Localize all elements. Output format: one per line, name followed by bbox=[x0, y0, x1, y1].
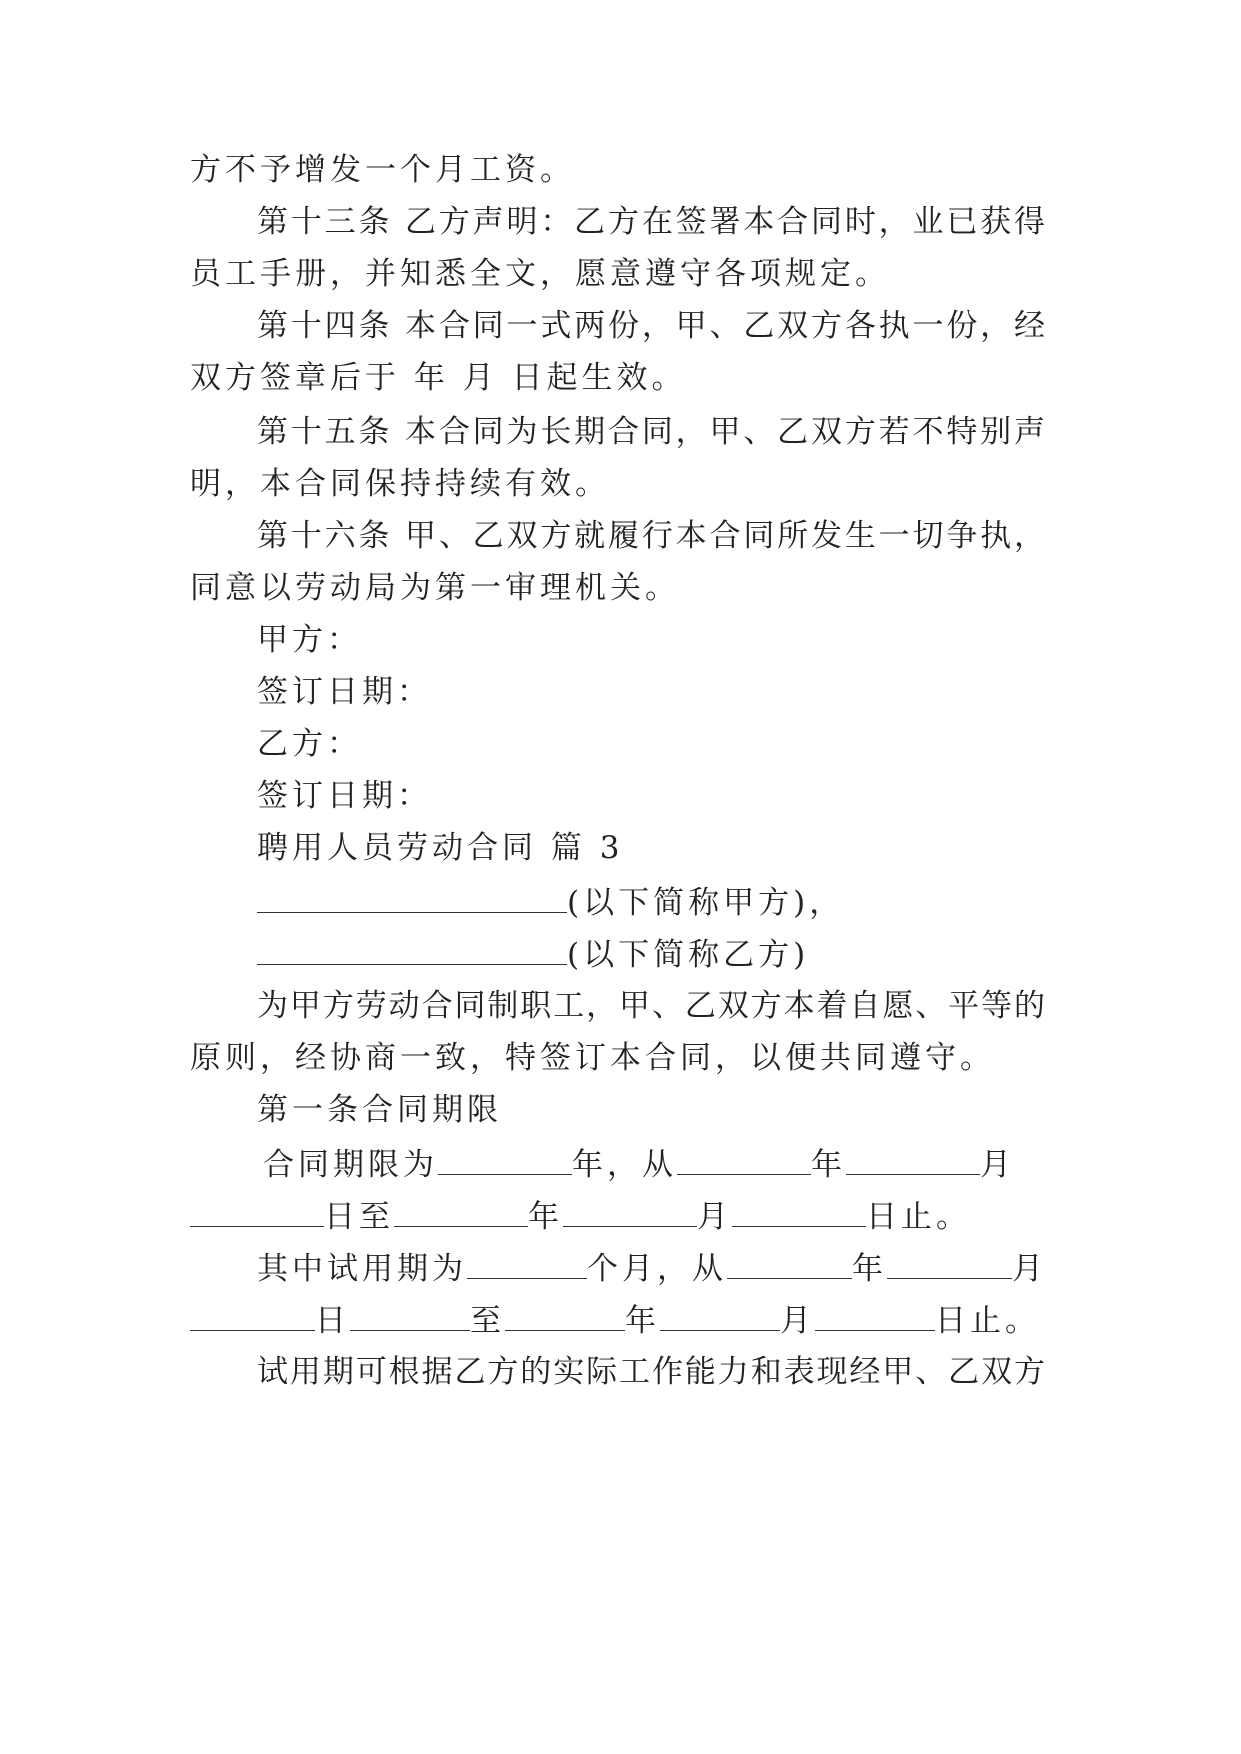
probation-line-1 bbox=[257, 1248, 1047, 1289]
clause-15-line-1: 第十五条 本合同为长期合同，甲、乙双方若不特别声 bbox=[257, 414, 1045, 450]
start-day-blank bbox=[190, 1196, 324, 1227]
term-years-blank bbox=[438, 1144, 572, 1175]
party-a-note: (以下简称甲方)， bbox=[567, 885, 845, 921]
paragraph-line: 方不予增发一个月工资。 bbox=[190, 152, 575, 188]
party-b-intro-line bbox=[257, 934, 809, 975]
probation-label: 其中试用期为 bbox=[257, 1251, 467, 1287]
preamble-line-2: 原则，经协商一致，特签订本合同，以便共同遵守。 bbox=[190, 1040, 995, 1076]
party-b-note: (以下简称乙方) bbox=[567, 937, 810, 973]
month-label: 月 bbox=[980, 1147, 1015, 1183]
to-label: 至 bbox=[470, 1303, 505, 1339]
sign-date-label-a: 签订日期： bbox=[257, 674, 432, 710]
end-day-blank bbox=[732, 1196, 866, 1227]
year-label: 年 bbox=[528, 1199, 563, 1235]
clause-16-line-2: 同意以劳动局为第一审理机关。 bbox=[190, 570, 680, 606]
party-a-intro-line bbox=[257, 882, 844, 923]
probation-start-month-blank bbox=[887, 1248, 1012, 1279]
day-to-label: 日至 bbox=[324, 1199, 394, 1235]
probation-start-year-blank bbox=[727, 1248, 852, 1279]
probation-end-month-blank bbox=[660, 1300, 780, 1331]
probation-line-2 bbox=[190, 1300, 1040, 1341]
start-year-blank bbox=[677, 1144, 811, 1175]
party-a-blank bbox=[257, 882, 567, 913]
month-label: 月 bbox=[1012, 1251, 1047, 1287]
article-1-heading: 第一条合同期限 bbox=[257, 1092, 502, 1128]
probation-months-blank bbox=[467, 1248, 587, 1279]
year-label: 年 bbox=[852, 1251, 887, 1287]
term-line-2 bbox=[190, 1196, 971, 1237]
clause-16-line-1: 第十六条 甲、乙双方就履行本合同所发生一切争执， bbox=[257, 518, 1045, 554]
day-end-label: 日止。 bbox=[935, 1303, 1040, 1339]
probation-start-day-blank bbox=[190, 1300, 315, 1331]
end-month-blank bbox=[563, 1196, 697, 1227]
start-month-blank bbox=[846, 1144, 980, 1175]
clause-15-line-2: 明，本合同保持持续有效。 bbox=[190, 466, 610, 502]
probation-from-label: 个月，从 bbox=[587, 1251, 727, 1287]
probation-end-year-blank bbox=[505, 1300, 625, 1331]
month-label: 月 bbox=[697, 1199, 732, 1235]
day-end-label: 日止。 bbox=[866, 1199, 971, 1235]
month-label: 月 bbox=[780, 1303, 815, 1339]
day-label: 日 bbox=[315, 1303, 350, 1339]
sign-date-label-b: 签订日期： bbox=[257, 778, 432, 814]
contract-title: 聘用人员劳动合同 篇 3 bbox=[257, 830, 624, 866]
clause-14-line-1: 第十四条 本合同一式两份，甲、乙双方各执一份，经 bbox=[257, 308, 1045, 344]
probation-end-day-blank bbox=[815, 1300, 935, 1331]
clause-13-line-1: 第十三条 乙方声明：乙方在签署本合同时，业已获得 bbox=[257, 204, 1045, 240]
year-label: 年 bbox=[625, 1303, 660, 1339]
clause-13-line-2: 员工手册，并知悉全文，愿意遵守各项规定。 bbox=[190, 256, 890, 292]
preamble-line-1: 为甲方劳动合同制职工，甲、乙双方本着自愿、平等的 bbox=[257, 988, 1045, 1024]
party-a-label: 甲方： bbox=[257, 622, 362, 658]
party-b-label: 乙方： bbox=[257, 726, 362, 762]
term-line-1 bbox=[257, 1144, 1015, 1185]
clause-14-line-2: 双方签章后于 年 月 日起生效。 bbox=[190, 360, 687, 396]
probation-adjust-line: 试用期可根据乙方的实际工作能力和表现经甲、乙双方 bbox=[257, 1354, 1045, 1390]
term-from-label: 年，从 bbox=[572, 1147, 677, 1183]
term-label: 合同期限为 bbox=[263, 1147, 438, 1183]
probation-gap-blank bbox=[350, 1300, 470, 1331]
year-label: 年 bbox=[811, 1147, 846, 1183]
end-year-blank bbox=[394, 1196, 528, 1227]
party-b-blank bbox=[257, 934, 567, 965]
